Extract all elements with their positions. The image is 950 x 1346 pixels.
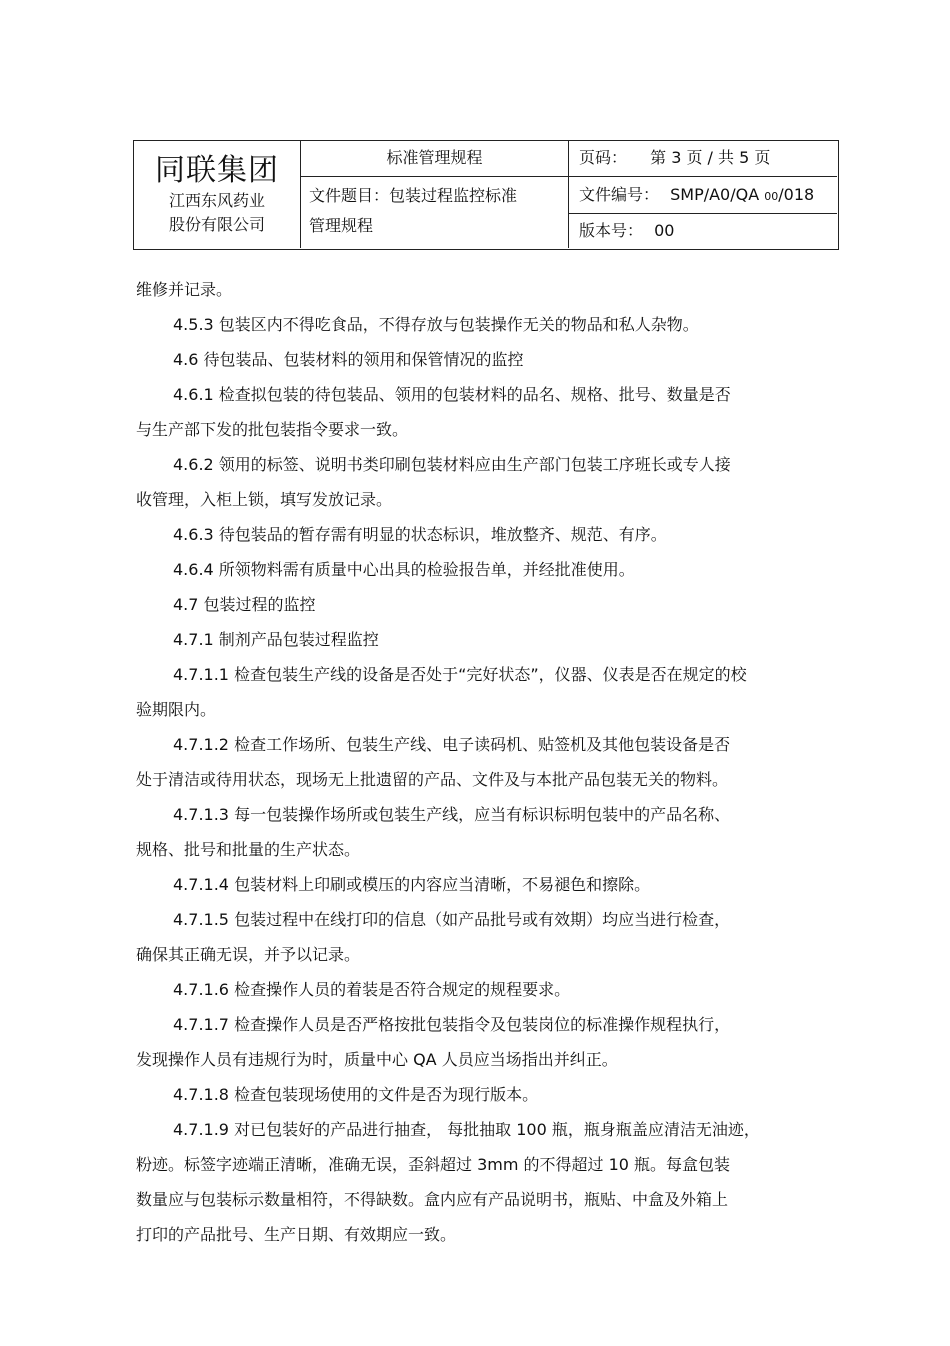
body-line: 验期限内。 [136,700,217,719]
body-line: 4.5.3 包装区内不得吃食品，不得存放与包装操作无关的物品和私人杂物。 [173,315,699,334]
company-name-line1: 江西东风药业 [168,191,265,210]
doc-number-label: 文件编号： [579,185,660,204]
body-line: 4.7.1.3 每一包装操作场所或包装生产线，应当有标识标明包装中的产品名称、 [173,805,731,824]
document-header-table [133,140,839,250]
doc-number-main: SMP/A0/QA [670,185,765,204]
body-line: 4.7.1.9 对已包装好的产品进行抽查， 每批抽取 100 瓶，瓶身瓶盖应清洁无油迹， [173,1120,760,1139]
doc-title-line1: 文件题目：包装过程监控标准 [309,186,518,205]
body-line: 4.6 待包装品、包装材料的领用和保管情况的监控 [173,350,524,369]
body-line: 处于清洁或待用状态，现场无上批遗留的产品、文件及与本批产品包装无关的物料。 [136,770,729,789]
body-line: 打印的产品批号、生产日期、有效期应一致。 [136,1225,457,1244]
page-value: 第 3 页 / 共 5 页 [650,148,771,167]
body-line: 收管理，入柜上锁，填写发放记录。 [136,490,393,509]
doc-number-tail: /018 [778,185,815,204]
body-line: 4.7.1.2 检查工作场所、包装生产线、电子读码机、贴签机及其他包装设备是否 [173,735,731,754]
body-line: 规格、批号和批量的生产状态。 [136,840,361,859]
body-line: 粉迹。标签字迹端正清晰，准确无误，歪斜超过 3mm 的不得超过 10 瓶。每盒包装 [136,1155,731,1174]
version-label: 版本号： [579,221,644,240]
body-line: 4.7.1.7 检查操作人员是否严格按批包装指令及包装岗位的标准操作规程执行， [173,1015,731,1034]
doc-title-cell [301,177,569,248]
body-line: 4.7.1.6 检查操作人员的着装是否符合规定的规程要求。 [173,980,571,999]
body-line: 发现操作人员有违规行为时，质量中心 QA 人员应当场指出并纠正。 [136,1050,618,1069]
body-line: 4.7.1.1 检查包装生产线的设备是否处于“完好状态”，仪器、仪表是否在规定的校 [173,665,747,684]
body-line: 4.7 包装过程的监控 [173,595,316,614]
company-cell [134,141,301,248]
body-line: 与生产部下发的批包装指令要求一致。 [136,420,409,439]
version-value: 00 [654,221,675,240]
body-line: 数量应与包装标示数量相符，不得缺数。盒内应有产品说明书，瓶贴、中盒及外箱上 [136,1190,729,1209]
company-name-line2: 股份有限公司 [168,215,265,234]
version-cell [569,214,837,248]
body-line: 4.7.1 制剂产品包装过程监控 [173,630,379,649]
doc-number-sub: 00 [764,190,779,203]
body-line: 4.6.3 待包装品的暂存需有明显的状态标识，堆放整齐、规范、有序。 [173,525,667,544]
page-number-cell [569,141,837,177]
doc-type-cell: 标准管理规程 [301,141,569,177]
document-body [136,272,836,1252]
doc-number-cell [569,177,837,214]
body-line: 确保其正确无误，并予以记录。 [136,945,361,964]
body-line: 4.6.2 领用的标签、说明书类印刷包装材料应由生产部门包装工序班长或专人接 [173,455,731,474]
body-line: 4.7.1.8 检查包装现场使用的文件是否为现行版本。 [173,1085,539,1104]
body-line: 4.7.1.5 包装过程中在线打印的信息（如产品批号或有效期）均应当进行检查， [173,910,731,929]
body-line: 维修并记录。 [136,280,233,299]
body-line: 4.6.1 检查拟包装的待包装品、领用的包装材料的品名、规格、批号、数量是否 [173,385,731,404]
group-name: 同联集团 [155,153,279,188]
doc-title-line2: 管理规程 [309,216,374,235]
body-line: 4.7.1.4 包装材料上印刷或模压的内容应当清晰，不易褪色和擦除。 [173,875,651,894]
body-line: 4.6.4 所领物料需有质量中心出具的检验报告单，并经批准使用。 [173,560,635,579]
page-label: 页码： [579,148,628,167]
